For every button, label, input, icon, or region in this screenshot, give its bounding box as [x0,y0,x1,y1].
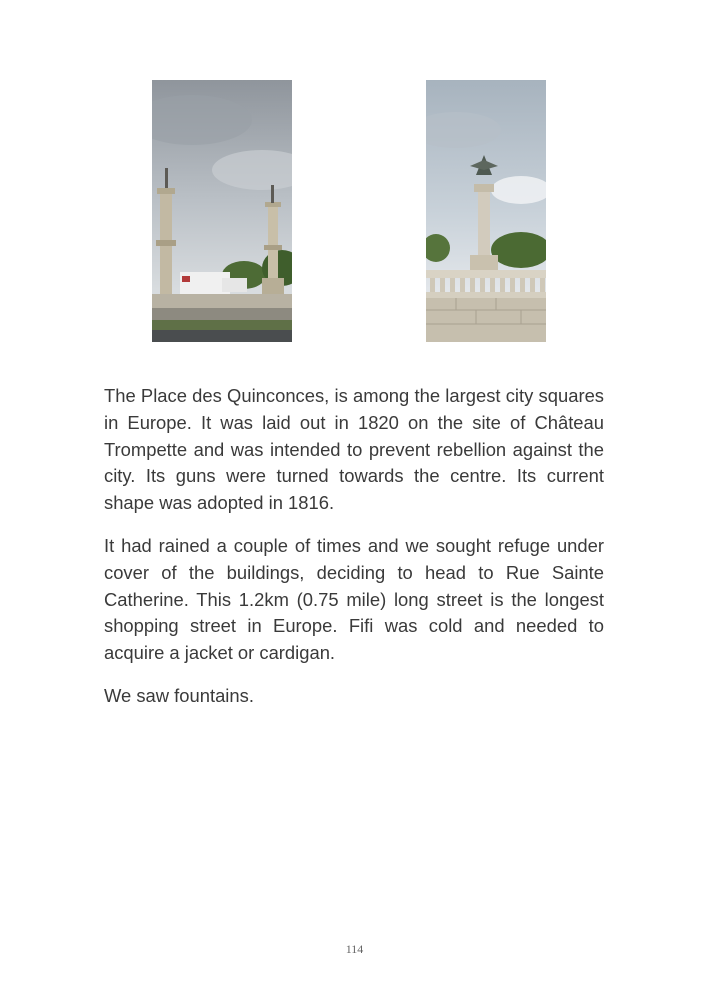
page-number: 114 [345,942,364,956]
paragraph-quinconces: The Place des Quinconces, is among the largest city squares in Europe. It was laid out in 1820 on the site of Château Trompette and was intended to prevent rebellion against the city. Its guns were turned towards the centre. Its current shape was adopted in 1816. [104,385,604,514]
paragraph-rue-sainte-catherine: It had rained a couple of times and we sought refuge under cover of the buildings, deciding to head to Rue Sainte Catherine. This 1.2km (0.75 mile) long street is the longest shopping street in Europe. Fifi was cold and needed to acquire a jacket or cardigan. [104,534,604,664]
photo-girondins-monument [426,80,546,342]
paragraph-fountains: We saw fountains. [104,684,254,706]
photo-rostral-columns [152,80,292,342]
body-text [104,383,604,726]
